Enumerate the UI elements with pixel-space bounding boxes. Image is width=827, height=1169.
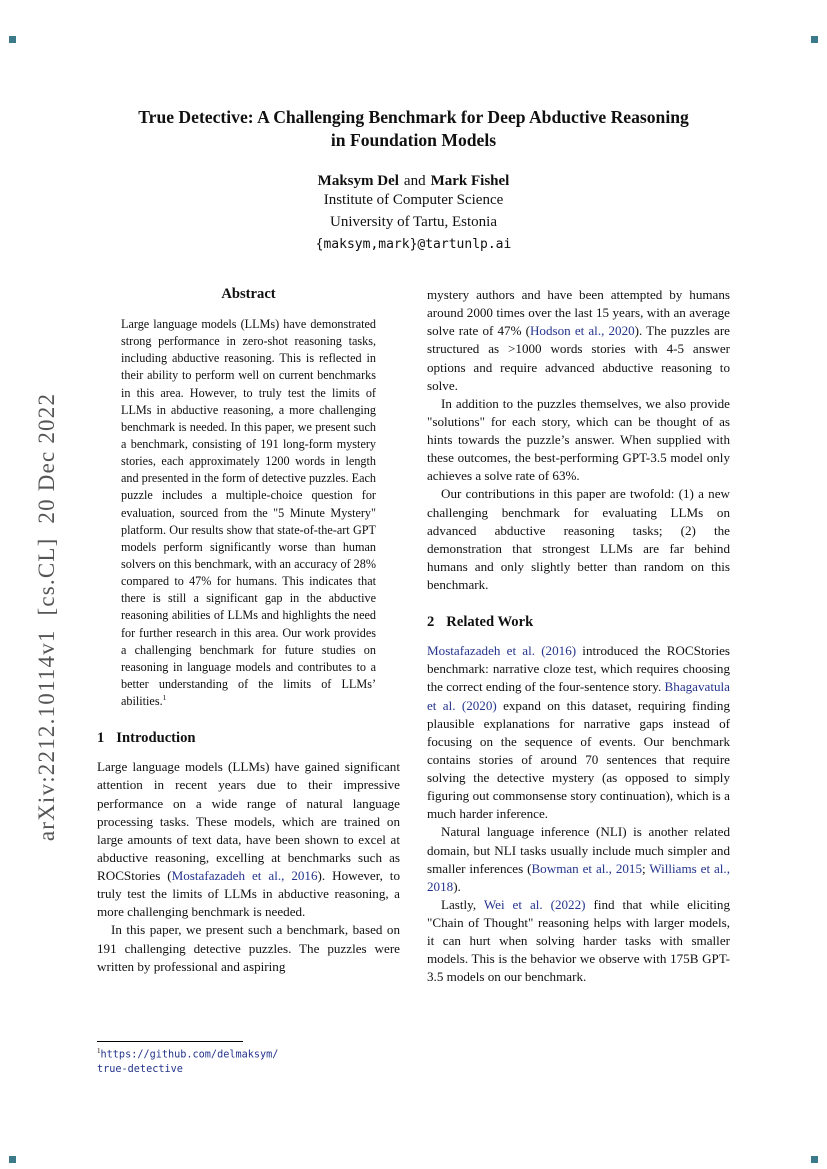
footnote-url-line-2[interactable]: true-detective: [97, 1064, 183, 1076]
left-column: [97, 286, 400, 1080]
text-run: Large language models (LLMs) have demonstrated strong performance in zero-shot reasoning tasks, including abductive reasoning. This is reflected in their ability to perform well on current benchmarks in this area. However, to truly test the limits of LLMs in abductive reasoning, a more challenging benchmark is needed. In this paper, we present such a benchmark, consisting of 191 long-form mystery stories, each approximately 1200 words in length and presented in the form of detective puzzles. Each puzzle includes a multiple-choice question for evaluation, sourced from the "5 Minute Mystery" platform. Our results show that state-of-the-art GPT models perform significantly worse than human solvers on this benchmark, with an accuracy of 28% compared to 47% for humans. This indicates that there is still a significant gap in the abductive reasoning abilities of LLMs and highlights the need for further research in this area. Our work provides a challenging benchmark for future studies on reasoning in language models and contributes to a better understanding of the limits of LLMs’ abilities.: [121, 317, 376, 709]
author-2: Mark Fishel: [430, 173, 510, 190]
citation-link[interactable]: Mostafazadeh et al., 2016: [171, 868, 318, 884]
author-email[interactable]: {maksym,mark}@tartunlp.ai: [315, 237, 512, 253]
section-heading-related-work: [427, 614, 730, 631]
footnote-url[interactable]: [97, 1050, 278, 1076]
arxiv-stamp: arXiv:2212.10114v1 [cs.CL] 20 Dec 2022: [34, 392, 59, 842]
title-line-1: True Detective: A Challenging Benchmark for Deep Abductive Reasoning: [138, 107, 689, 127]
related-paragraph-3: [427, 896, 730, 987]
paper-header: [97, 106, 730, 252]
text-run: Lastly,: [441, 896, 484, 912]
corner-mark: [811, 1156, 818, 1163]
text-run: find that while eliciting "Chain of Thought" reasoning helps with larger models, it can hurt when solving harder tasks with smaller models. This is the behavior we observe with 175B GPT-3.5 models on our benchmark.: [427, 896, 730, 985]
paper-title: [97, 106, 730, 152]
citation-link[interactable]: Mostafazadeh et al. (2016): [427, 643, 577, 659]
intro-paragraph-2: [97, 921, 400, 975]
related-paragraph-1: [427, 642, 730, 823]
text-run: ). The puzzles are structured as >1000 words stories with 4-5 answer options and require advanced abductive reasoning to solve.: [427, 323, 730, 393]
author-1: Maksym Del: [317, 173, 399, 190]
authors-line: [97, 173, 730, 190]
text-run: ).: [453, 878, 461, 894]
intro-paragraph-1: [97, 758, 400, 921]
footnote-rule: [97, 1041, 243, 1042]
footnote: [97, 1041, 400, 1078]
affiliation-line-1: Institute of Computer Science: [323, 192, 504, 209]
solutions-paragraph: [427, 395, 730, 486]
text-run: expand on this dataset, requiring finding plausible explanations for narrative gaps instead of focusing on the sequence of events. Our benchmark contains stories of around 70 sentences that require solving the detective mystery (as opposed to simply figuring out commonsense story continuation), which is a much harder inference.: [427, 697, 730, 822]
abstract-heading: Abstract: [221, 286, 276, 303]
footnote-text: [97, 1047, 400, 1078]
section-title: Introduction: [116, 730, 196, 747]
footnote-url-line-1[interactable]: https://github.com/delmaksym/: [100, 1049, 279, 1061]
section-number: 2: [427, 614, 435, 631]
right-column: [427, 286, 730, 1080]
text-run: Natural language inference (NLI) is another related domain, but NLI tasks usually include much simpler and smaller inferences (: [427, 824, 730, 876]
footnote-marker: 1: [97, 1047, 101, 1056]
section-number: 1: [97, 730, 105, 747]
corner-mark: [9, 1156, 16, 1163]
two-column-body: [97, 286, 730, 1080]
related-paragraph-2: [427, 823, 730, 896]
author-conjunction: and: [403, 173, 426, 190]
section-title: Related Work: [446, 614, 534, 631]
contributions-paragraph: [427, 485, 730, 594]
corner-mark: [9, 36, 16, 43]
corner-mark: [811, 36, 818, 43]
paper-content: [97, 106, 730, 1080]
text-run: In this paper, we present such a benchmark, based on 191 challenging detective puzzles. The puzzles were written by professional and aspiring: [97, 922, 400, 974]
affiliation-line-2: University of Tartu, Estonia: [330, 213, 497, 230]
citation-link[interactable]: Hodson et al., 2020: [529, 323, 635, 339]
text-run: mystery authors and have been attempted by humans around 2000 times over the last 15 years, with an average solve rate of 47% (: [427, 287, 730, 339]
text-run: Large language models (LLMs) have gained significant attention in recent years due to their impressive performance on a wide range of natural language processing tasks. These models, which are trained on large amounts of text data, have been shown to excel at abductive reasoning, excelling at benchmarks such as ROCStories (: [97, 759, 400, 884]
continuation-paragraph: [427, 286, 730, 395]
footnote-ref[interactable]: 1: [162, 693, 167, 703]
abstract-text: [121, 316, 376, 710]
text-run: introduced the ROCStories benchmark: narrative cloze test, which requires choosing the correct ending of the four-sentence story.: [427, 643, 730, 695]
text-run: ;: [642, 860, 650, 876]
citation-link[interactable]: Bhagavatula et al. (2020): [427, 679, 730, 713]
title-line-2: in Foundation Models: [330, 130, 497, 151]
citation-link[interactable]: Williams et al., 2018: [427, 860, 730, 894]
citation-link[interactable]: Bowman et al., 2015: [531, 860, 643, 876]
citation-link[interactable]: Wei et al. (2022): [483, 896, 586, 912]
text-run: In addition to the puzzles themselves, we also provide "solutions" for each story, which can be thought of as hints towards the puzzle’s answer. When supplied with these outcomes, the best-performing GPT-3.5 model only achieves a solve rate of 63%.: [427, 395, 730, 484]
section-heading-introduction: [97, 730, 400, 747]
text-run: ). However, to truly test the limits of LLMs in abductive reasoning, a more challenging benchmark is needed.: [97, 868, 400, 920]
text-run: Our contributions in this paper are twofold: (1) a new challenging benchmark for evaluating LLMs on advanced abductive reasoning tasks; (2) the demonstration that strongest LLMs are far behind humans and only slightly better than random on this benchmark.: [427, 486, 730, 593]
